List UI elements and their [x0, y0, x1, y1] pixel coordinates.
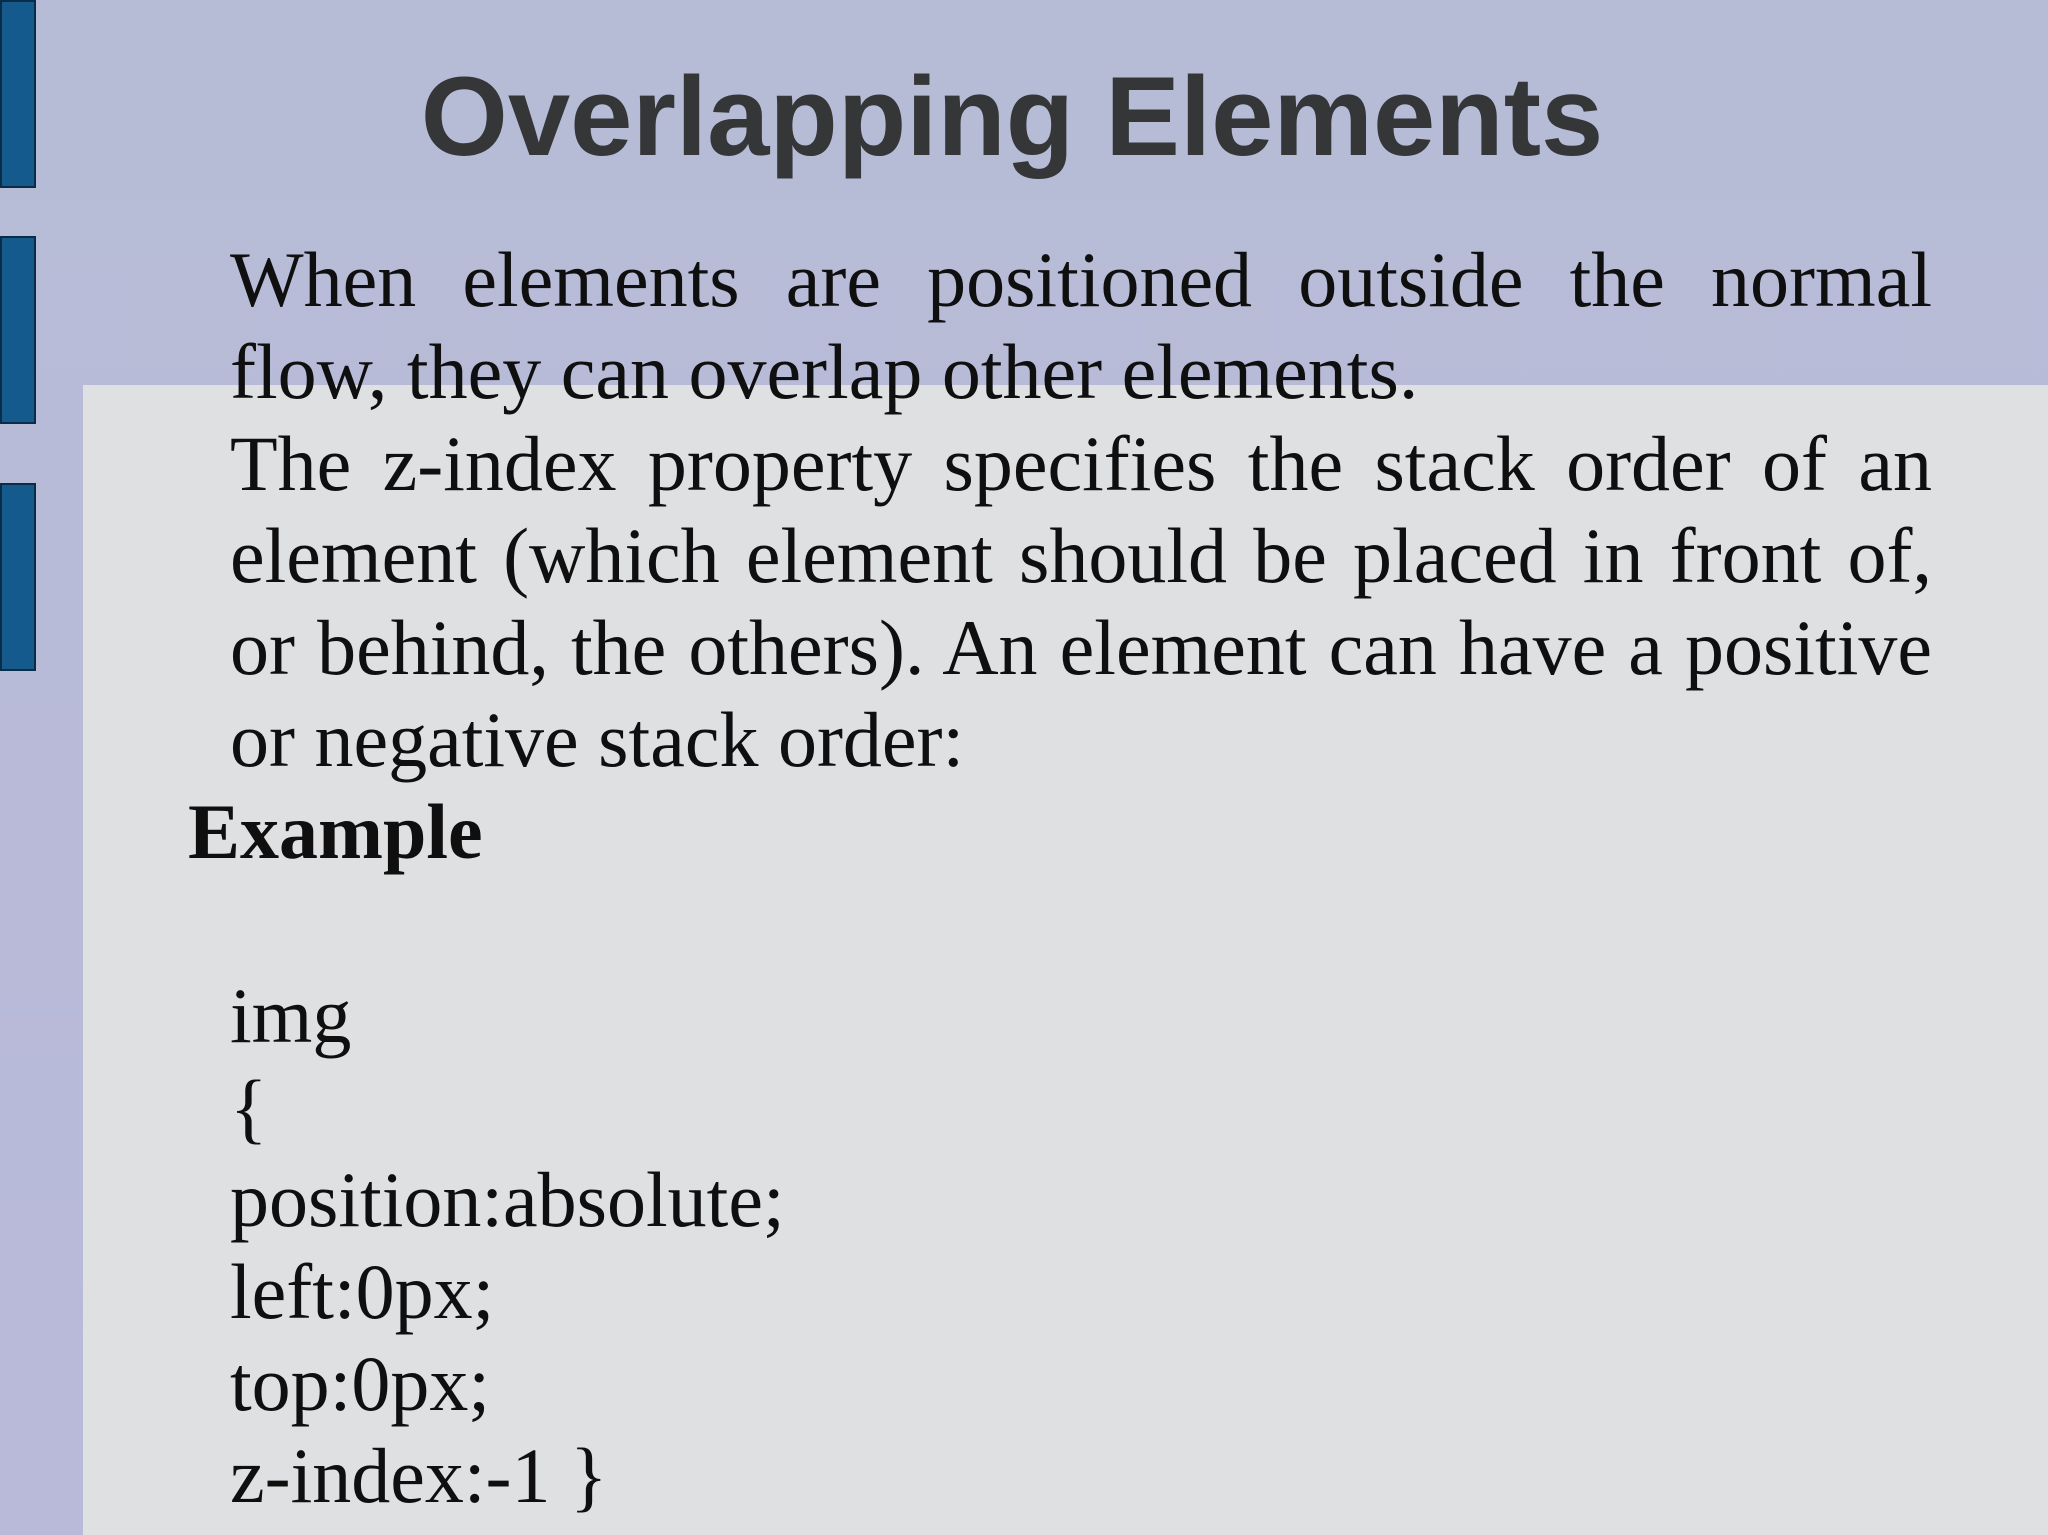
code-line: { [230, 1064, 268, 1151]
code-line: position:absolute; [230, 1156, 785, 1243]
code-line: z-index:-1 } [230, 1432, 608, 1519]
example-heading: Example [188, 788, 483, 875]
slide-title: Overlapping Elements [420, 54, 1604, 179]
body-paragraph: When elements are positioned outside the normal flow, they can overlap other elements. [230, 236, 1932, 415]
code-line: left:0px; [230, 1248, 495, 1335]
code-example [230, 970, 785, 1522]
side-bar-decoration [0, 236, 36, 424]
side-bar-decoration [0, 483, 36, 671]
body-paragraph: The z-index property specifies the stack order of an element (which element should be placed in front of, or behind, the others). An element can have a positive or negative stack order: [230, 420, 1932, 783]
code-line: img [230, 972, 352, 1059]
code-line: top:0px; [230, 1340, 491, 1427]
